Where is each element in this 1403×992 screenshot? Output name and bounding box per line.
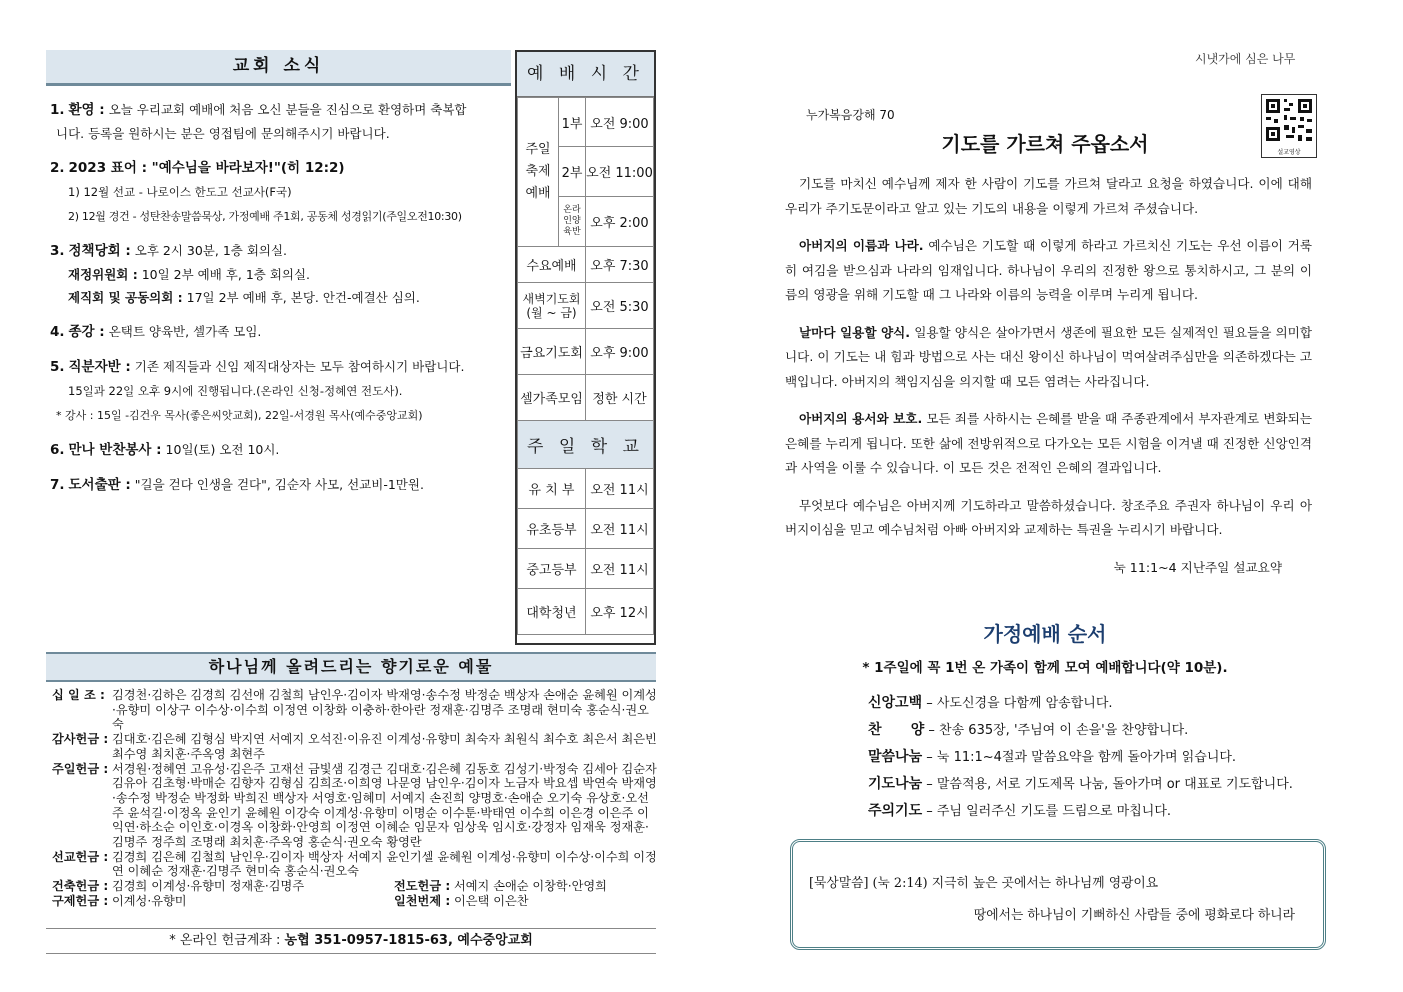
step-item (868, 717, 1293, 744)
offering-names: 이계성·유향미 (112, 893, 187, 908)
offering-row (52, 688, 658, 732)
service-name: 수요예배 (518, 247, 586, 283)
service-part: 2부 (559, 147, 586, 197)
step-item (868, 771, 1293, 798)
offering-row (52, 894, 658, 909)
offering-names: 김경희 이계성·유향미 정재훈·김명주 (112, 879, 305, 894)
service-time: 오전 9:00 (586, 98, 654, 147)
offering-label: 감사헌금 : (52, 732, 109, 747)
sunday-label-line: 예배 (525, 186, 551, 201)
service-time: 오후 9:00 (586, 329, 654, 375)
item-head: 제직회 및 공동의회 : (68, 290, 183, 305)
offering-label: 전도헌금 : (394, 879, 451, 894)
news-item-7 (50, 473, 510, 497)
sermon-paragraph (785, 321, 1312, 395)
sermon-summary (785, 172, 1312, 593)
step-item (868, 798, 1293, 825)
family-worship-steps (868, 690, 1293, 825)
school-name: 유 치 부 (518, 469, 586, 509)
item-text: "길을 걷다 인생을 걷다", 김순자 사모, 선교비-1만원. (134, 477, 424, 492)
sermon-title: 기도를 가르쳐 주옵소서 (941, 132, 1149, 156)
step-text: – 사도신경을 다함께 암송합니다. (922, 696, 1113, 711)
news-title: 교회 소식 (46, 50, 511, 86)
item-head: 직분자반 : (68, 359, 131, 375)
item-sub: 2) 12월 경건 - 성탄찬송말씀묵상, 가정예배 주1회, 공동체 성경읽기(주일오전10:30) (68, 210, 462, 223)
offering-label: 주일헌금 : (52, 761, 109, 776)
item-head: 정책당회 : (68, 243, 131, 259)
step-label: 주의기도 (868, 803, 923, 819)
news-list (50, 98, 510, 508)
service-name: 새벽기도회(월 ~ 금) (518, 283, 586, 329)
school-name: 유초등부 (518, 509, 586, 549)
sermon-paragraph (785, 407, 1312, 481)
item-head: 재정위원회 : (68, 267, 138, 282)
worship-schedule (515, 50, 656, 645)
service-time: 오후 7:30 (586, 247, 654, 283)
item-note: * 강사 : 15일 -김건우 목사(좋은씨앗교회), 22일-서경원 목사(예수중앙교회) (56, 409, 423, 422)
step-text: – 찬송 635장, '주님여 이 손을'을 찬양합니다. (924, 723, 1189, 738)
paragraph-body: 모든 죄를 사하시는 은혜를 받을 때 주종관계에서 부자관계로 변화되는 은혜를 누리게 됩니다. 또한 삶에 전방위적으로 다가오는 모든 시험을 이겨낼 때 진정한 신앙인격과 사역을 이룰 수 있습니다. 이 모든 것은 전적인 은혜의 결과입니다. (785, 411, 1312, 475)
meditation-verse-box (790, 839, 1326, 950)
paragraph-body: 예수님은 기도할 때 이렇게 하라고 가르치신 기도는 우선 이름이 거룩히 여김을 받으심과 나라의 임재입니다. 하나님이 우리의 진정한 왕으로 통치하시고, 그 분의 이름의 영광을 위해 기도할 때 그 나라와 이름의 능력을 이루며 누리게 됩니다. (785, 238, 1312, 302)
item-text: 10일 2부 예배 후, 1층 회의실. (141, 267, 311, 282)
item-head: 만나 반찬봉사 : (68, 442, 162, 458)
paragraph-head: 아버지의 용서와 보호. (799, 411, 923, 426)
meditation-line: [묵상말씀] (눅 2:14) 지극히 높은 곳에서는 하나님께 영광이요 (809, 876, 1159, 891)
step-item (868, 744, 1293, 771)
service-part: 온라인양육반 (559, 197, 586, 247)
news-item-1 (50, 98, 510, 145)
paragraph-head: 아버지의 이름과 나라. (799, 238, 924, 253)
offering-label: 십 일 조 : (52, 688, 105, 702)
item-number: 5. (50, 359, 65, 375)
item-text-cont: 15일과 22일 오후 9시에 진행됩니다.(온라인 신청-정혜연 전도사). (68, 384, 403, 398)
service-time: 오후 2:00 (586, 197, 654, 247)
school-time: 오전 11시 (586, 509, 654, 549)
item-number: 6. (50, 442, 65, 458)
offering-row (52, 762, 658, 850)
sunday-label-line: 축제 (525, 164, 551, 179)
service-time: 정한 시간 (586, 375, 654, 421)
item-head: 환영 : (68, 102, 105, 118)
item-text: 17일 2부 예배 후, 본당. 안건-예결산 심의. (186, 290, 420, 305)
meditation-line: 땅에서는 하나님이 기뻐하신 사람들 중에 평화로다 하니라 (973, 908, 1295, 923)
sunday-label-line: 주일 (525, 142, 551, 157)
school-name: 중고등부 (518, 549, 586, 589)
sermon-paragraph: 기도를 마치신 예수님께 제자 한 사람이 기도를 가르쳐 달라고 요청을 하였습니다. 이에 대해 우리가 주기도문이라고 알고 있는 기도의 내용을 이렇게 가르쳐 주셨습니다. (785, 176, 1312, 216)
sermon-series: 누가복음강해 70 (806, 108, 895, 122)
service-time: 오전 11:00 (586, 147, 654, 197)
item-number: 7. (50, 477, 65, 493)
school-name: 대학청년 (518, 589, 586, 635)
news-item-5 (50, 355, 510, 427)
step-label: 말씀나눔 (868, 749, 923, 765)
offering-title: 하나님께 올려드리는 향기로운 예물 (46, 652, 656, 682)
family-worship-title: 가정예배 순서 (983, 622, 1107, 646)
sermon-paragraph: 무엇보다 예수님은 아버지께 기도하라고 말씀하셨습니다. 창조주요 주권자 하나님이 우리 아버지이심을 믿고 예수님처럼 아빠 아버지와 교제하는 특권을 누리시기 바랍니다. (785, 497, 1312, 537)
news-item-3 (50, 239, 510, 309)
offering-label: 일천번제 : (394, 893, 451, 908)
service-name: 셀가족모임 (518, 375, 586, 421)
item-head: 도서출판 : (68, 477, 131, 493)
item-text: 오후 2시 30분, 1층 회의실. (134, 243, 288, 258)
item-head: 종강 : (68, 324, 105, 340)
service-name: 금요기도회 (518, 329, 586, 375)
step-item (868, 690, 1293, 717)
item-text-cont: 니다. 등록을 원하시는 분은 영접팀에 문의해주시기 바랍니다. (56, 126, 390, 141)
item-text: 기존 제직들과 신임 제직대상자는 모두 참여하시기 바랍니다. (134, 359, 465, 374)
sermon-paragraph (785, 234, 1312, 308)
offering-label: 선교헌금 : (52, 849, 109, 864)
offering-names: 서예지 손애순 이창학·안영희 (454, 879, 607, 894)
item-text: 온택트 양육반, 셀가족 모임. (108, 324, 262, 339)
schedule-table (517, 97, 654, 635)
news-item-4 (50, 320, 510, 344)
step-label: 신앙고백 (868, 695, 923, 711)
offering-names: 이은택 이은찬 (454, 893, 529, 908)
paragraph-head: 날마다 일용할 양식. (799, 324, 911, 340)
item-head: 2023 표어 : "예수님을 바라보자!"(히 12:2) (68, 160, 345, 176)
offering-names: 김대호·김은혜 김형심 박지연 서예지 오석진·이유진 이계성·유향미 최숙자 최원식 최수호 최은서 최은빈 최수영 최치훈·주옥영 최현주 (112, 732, 657, 761)
account-number: 농협 351-0957-1815-63, 예수중앙교회 (284, 933, 533, 948)
offering-names: 김경천·김하은 김경희 김선애 김철희 남인우·김이자 박재영·송수정 박정순 백상자 손애순 윤혜원 이계성·유향미 이상구 이수상·이수희 이정연 이창화 이충하·한아란 정재훈·김명주 조명래 현미숙 홍순식·권오숙 (112, 688, 657, 732)
offering-row (52, 879, 658, 894)
item-sub: 1) 12월 선교 - 나로이스 한도고 선교사(F국) (68, 185, 292, 199)
item-number: 4. (50, 324, 65, 340)
step-text: – 주님 일러주신 기도를 드림으로 마칩니다. (922, 804, 1172, 819)
item-number: 1. (50, 102, 65, 118)
service-part: 1부 (559, 98, 586, 147)
sermon-source: 눅 11:1~4 지난주일 설교요약 (1113, 559, 1282, 575)
account-label: * 온라인 헌금계좌 : (169, 933, 281, 948)
offering-row (52, 850, 658, 879)
paragraph-body: 일용할 양식은 살아가면서 생존에 필요한 모든 실제적인 필요들을 의미합니다. 이 기도는 내 힘과 방법으로 사는 대신 왕이신 하나님이 먹여살려주심만을 의존하겠다는 고백입니다. 아버지의 책임지심을 의지할 때 모든 염려는 사라집니다. (785, 324, 1312, 389)
item-number: 2. (50, 160, 65, 176)
family-worship-note: * 1주일에 꼭 1번 온 가족이 함께 모여 예배합니다(약 10분). (862, 660, 1228, 676)
offering-row (52, 732, 658, 761)
online-offering-account (46, 928, 656, 954)
offering-names: 서경원·정혜연 고유성·김은주 고재선 금빛샘 김경근 김대호·김은혜 김동호 김성기·박정숙 김세아 김순자 김유아 김초형·박매순 김향자 김형심 김희조·이희영 나문영 남인우·김이자 노금자 박요셉 박연숙 박재영·송수정 박정순 박정화 박희진 백상자 서영호·임혜미 서예지 손진희 양명호·손애순 오기숙 유상호·오선주 윤석길·이정옥 윤인기 윤혜원 이강숙 이계성·유향미 이명순 이수툰·박태연 이수희 이은경 이은주 이익연·하소순 이인호·이경옥 이창화·안영희 이정연 이혜순 임문자 임상욱 임시호·강정자 임재욱 정재훈·김명주 정주희 조명래 최치훈·주옥영 홍순식·권오숙 황영란 (112, 761, 657, 850)
step-label: 기도나눔 (868, 776, 923, 792)
qr-caption: 설교영상 (1277, 149, 1301, 156)
bulletin-tagline: 시냇가에 심은 나무 (1195, 52, 1296, 66)
service-time: 오전 5:30 (586, 283, 654, 329)
step-label: 찬 양 (868, 722, 925, 738)
offering-label: 구제헌금 : (52, 893, 109, 908)
step-text: – 말씀적용, 서로 기도제목 나눔, 돌아가며 or 대표로 기도합니다. (922, 777, 1293, 792)
school-time: 오후 12시 (586, 589, 654, 635)
item-text: 10일(토) 오전 10시. (165, 442, 280, 457)
offering-label: 건축헌금 : (52, 879, 109, 894)
school-time: 오전 11시 (586, 469, 654, 509)
offering-list (52, 688, 658, 909)
step-text: – 눅 11:1~4절과 말씀요약을 함께 돌아가며 읽습니다. (922, 750, 1237, 765)
offering-names: 김경희 김은혜 김철희 남인우·김이자 백상자 서예지 윤인기셀 윤혜원 이계성·유향미 이수상·이수희 이정연 이혜순 정재훈·김명주 현미숙 홍순식·권오숙 (112, 849, 657, 879)
item-text: 오늘 우리교회 예배에 처음 오신 분들을 진심으로 환영하며 축복합 (108, 102, 467, 117)
schedule-title: 예 배 시 간 (517, 52, 654, 97)
sunday-label (518, 98, 559, 247)
school-time: 오전 11시 (586, 549, 654, 589)
news-item-2 (50, 156, 510, 228)
item-number: 3. (50, 243, 65, 259)
news-item-6 (50, 438, 510, 462)
school-title: 주 일 학 교 (518, 421, 654, 469)
